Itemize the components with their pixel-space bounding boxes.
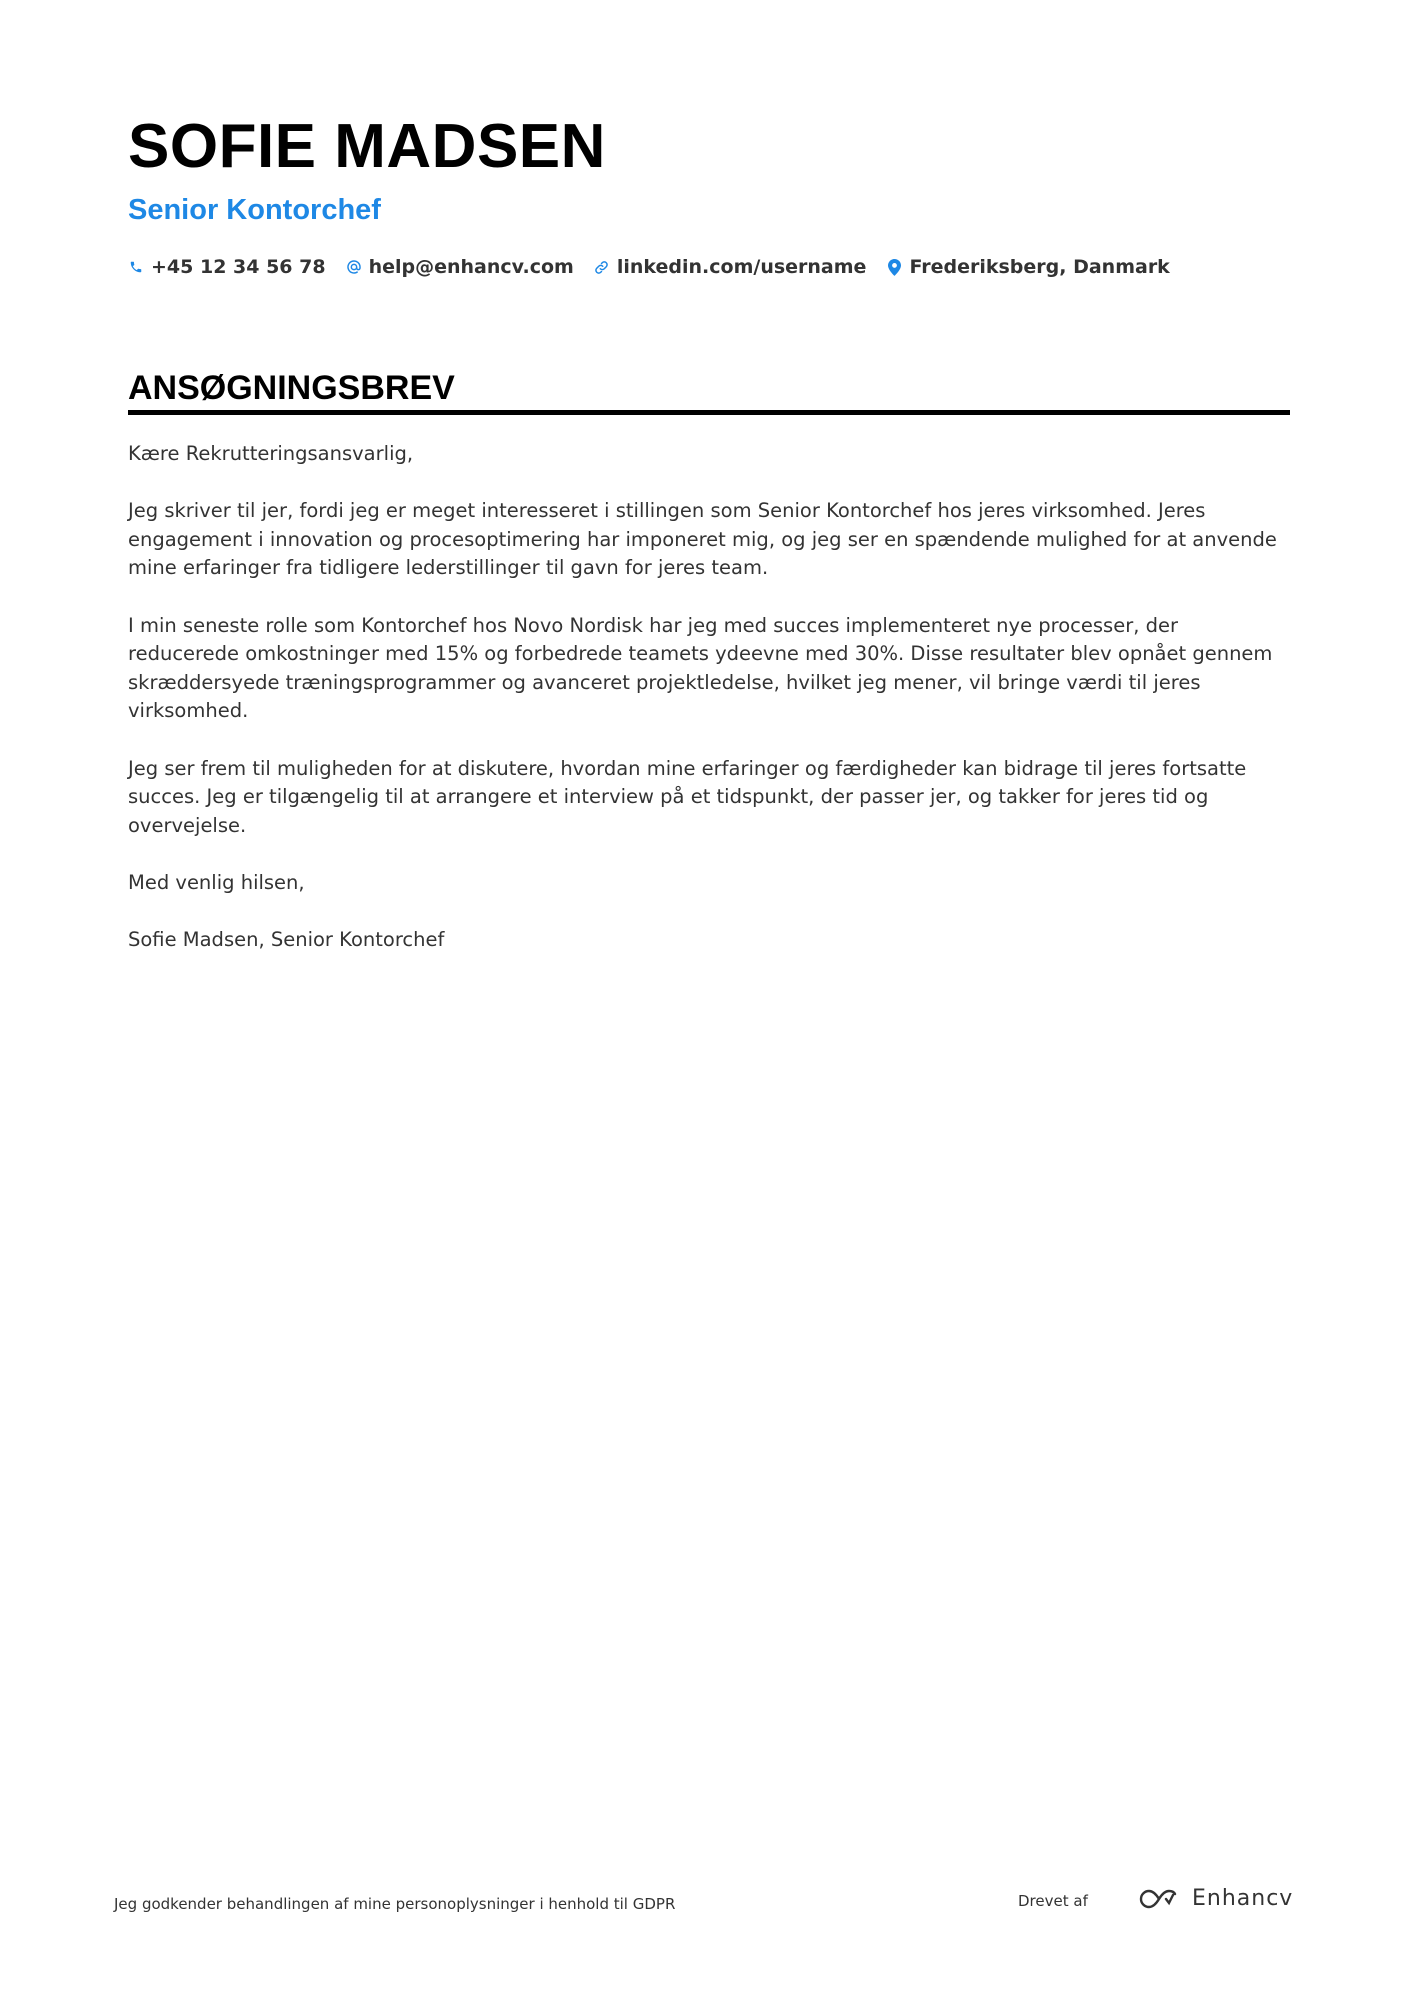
powered-by-label: Drevet af: [1018, 1892, 1088, 1910]
letter-greeting: Kære Rekrutteringsansvarlig,: [128, 442, 414, 465]
contact-phone: [128, 254, 326, 280]
brand-name: Enhancv: [1192, 1886, 1294, 1911]
at-icon: [346, 258, 362, 276]
letter-paragraph: I min seneste rolle som Kontorchef hos Novo Nordisk har jeg med succes implementeret nye processer, der reducerede omkostninger med 15% og forbedrede teamets ydeevne med 30%. Disse resultater blev opnået gennem skræddersyede træningsprogrammer og avanceret projektledelse, hvilket jeg mener, vil bringe værdi til jeres virksomhed.: [128, 613, 1273, 723]
letter-closing: Med venlig hilsen,: [128, 870, 305, 894]
job-title: Senior Kontorchef: [128, 194, 381, 226]
letter-paragraph: Jeg skriver til jer, fordi jeg er meget interesseret i stillingen som Senior Kontorchef hos jeres virksomhed. Jeres engagement i innovation og procesoptimering har imponeret mig, og jeg ser en spændende mulighed for at anvende mine erfaringer fra tidligere lederstillinger til gavn for jeres team.: [128, 499, 1277, 580]
phone-icon: [128, 258, 144, 276]
letter-body: [128, 440, 1290, 983]
gdpr-consent-text: Jeg godkender behandlingen af mine personoplysninger i henhold til GDPR: [114, 1895, 676, 1913]
linkedin-text[interactable]: linkedin.com/username: [616, 256, 867, 278]
link-icon: [594, 258, 610, 276]
letter-paragraph: Jeg ser frem til muligheden for at diskutere, hvordan mine erfaringer og færdigheder kan bidrage til jeres fortsatte succes. Jeg er tilgængelig til at arrangere et interview på et tidspunkt, der passer jer, og takker for jeres tid og overvejelse.: [128, 756, 1247, 837]
contact-email[interactable]: [346, 254, 574, 280]
location-text: Frederiksberg, Danmark: [909, 256, 1170, 278]
contact-row: [128, 254, 1190, 280]
contact-location: [886, 254, 1169, 280]
infinity-logo-icon: [1138, 1886, 1184, 1912]
contact-linkedin[interactable]: [594, 254, 867, 280]
phone-text: +45 12 34 56 78: [151, 256, 326, 278]
applicant-name: SOFIE MADSEN: [128, 112, 606, 181]
letter-signature: Sofie Madsen, Senior Kontorchef: [128, 928, 445, 952]
email-text[interactable]: help@enhancv.com: [368, 256, 574, 278]
brand-logo[interactable]: [1138, 1886, 1293, 1912]
section-divider: [128, 410, 1290, 415]
section-title: ANSØGNINGSBREV: [128, 369, 455, 407]
location-pin-icon: [886, 258, 902, 276]
